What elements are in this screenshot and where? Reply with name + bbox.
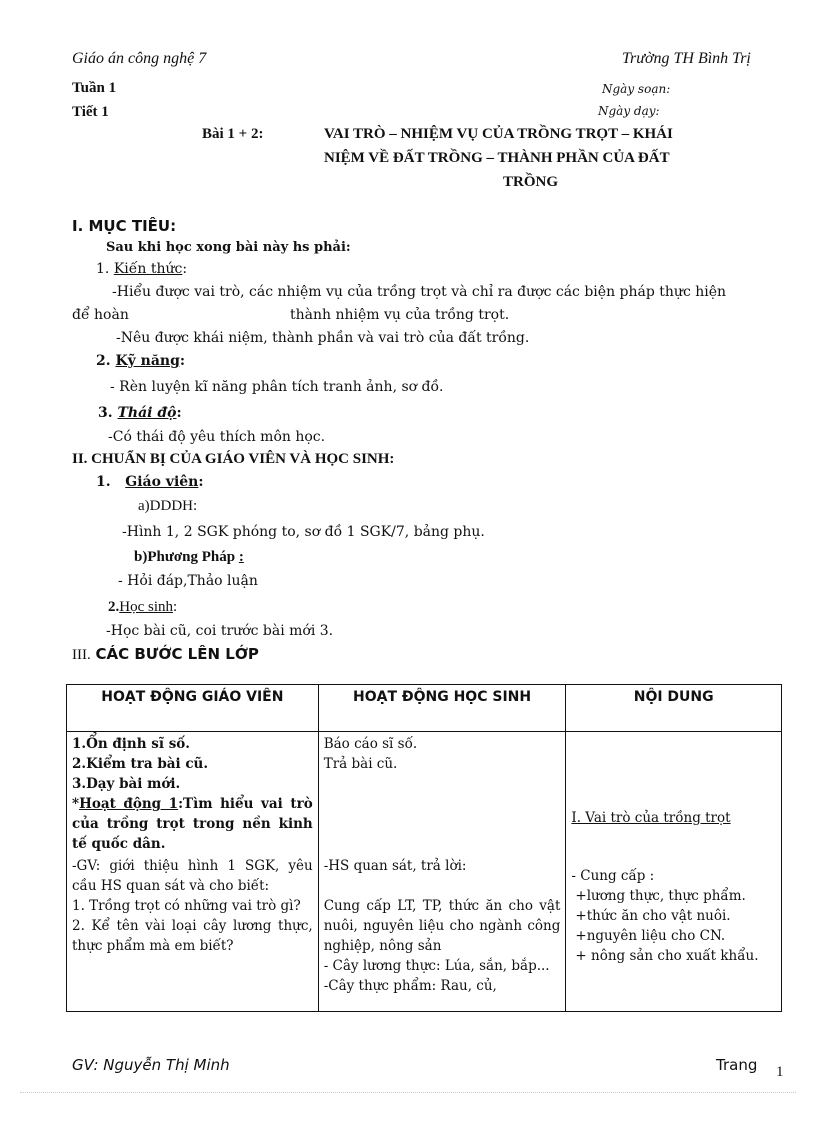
skill-heading: 2. Kỹ năng:	[96, 353, 186, 369]
section3-text: CÁC BƯỚC LÊN LỚP	[95, 645, 259, 663]
section2-heading: II. CHUẨN BỊ CỦA GIÁO VIÊN VÀ HỌC SINH:	[72, 451, 395, 467]
teacher-num: 1.	[96, 474, 111, 490]
step-1: 1.Ổn định sĩ số.	[72, 736, 190, 752]
section3-heading	[72, 645, 259, 664]
content-item: +nguyên liệu cho CN.	[575, 928, 726, 944]
attitude-item: -Có thái độ yêu thích môn học.	[108, 429, 326, 445]
lesson-title-line2: NIỆM VỀ ĐẤT TRỒNG – THÀNH PHẦN CỦA ĐẤT	[324, 150, 670, 166]
dddh-label: a)DDDH:	[138, 498, 198, 514]
activity-1-label: Hoạt động 1	[79, 796, 179, 812]
attitude-label: Thái độ	[117, 405, 177, 421]
content-item: + nông sản cho xuất khẩu.	[575, 948, 759, 964]
teacher-heading: 1. Giáo viên:	[96, 474, 204, 490]
student-recite: Trả bài cũ.	[323, 756, 398, 772]
content-provide: - Cung cấp :	[571, 868, 655, 884]
question-2: 2. Kể tên vài loại cây lương thực, thực phẩm mà em biết?	[72, 918, 313, 954]
content-cell	[566, 732, 782, 1012]
activity-1-text: :Tìm hiểu vai trò của trồng trọt trong nền kinh tế quốc dân.	[72, 796, 313, 852]
knowledge-item2: -Nêu được khái niệm, thành phần và vai trò của đất trồng.	[116, 330, 530, 346]
method-colon: :	[238, 549, 244, 565]
attitude-num: 3.	[98, 405, 113, 421]
knowledge-label: Kiến thức	[113, 261, 183, 277]
lesson-title-line1: VAI TRÒ – NHIỆM VỤ CỦA TRỒNG TRỌT – KHÁI	[324, 126, 673, 142]
activity-star: *	[72, 796, 80, 812]
student-label: Học sinh	[119, 599, 173, 615]
student-observe: -HS quan sát, trả lời:	[323, 858, 467, 874]
section1-heading: I. MỤC TIÊU:	[72, 217, 177, 235]
content-heading: I. Vai trò của trồng trọt	[571, 810, 731, 826]
question-1: 1. Trồng trọt có những vai trò gì?	[72, 898, 301, 914]
header-content: NỘI DUNG	[566, 685, 782, 732]
method-item: - Hỏi đáp,Thảo luận	[118, 573, 258, 589]
method-label: b)Phương Pháp	[134, 549, 236, 565]
student-report: Báo cáo sĩ số.	[323, 736, 418, 752]
student-answer-1: Cung cấp LT, TP, thức ăn cho vật nuôi, nguyên liệu cho ngành công nghiệp, nông sản	[323, 898, 561, 954]
footer-page-label: Trang	[716, 1056, 758, 1074]
lesson-title-line3: TRỒNG	[503, 174, 559, 190]
page-bottom-divider	[20, 1092, 796, 1093]
step-2: 2.Kiểm tra bài cũ.	[72, 756, 209, 772]
student-answer-2: - Cây lương thực: Lúa, sắn, bắp...	[323, 958, 550, 974]
knowledge-item1b-left: để hoàn	[72, 307, 129, 323]
section1-intro: Sau khi học xong bài này hs phải:	[106, 240, 351, 255]
skill-num: 2.	[96, 353, 111, 369]
header-subject: Giáo án công nghệ 7	[72, 50, 207, 67]
step-3: 3.Dạy bài mới.	[72, 776, 181, 792]
footer-page-number: 1	[776, 1064, 784, 1080]
table-header-row	[67, 685, 782, 732]
section3-roman: III.	[72, 647, 91, 663]
footer-teacher: GV: Nguyễn Thị Minh	[72, 1056, 230, 1074]
period-label: Tiết 1	[72, 104, 109, 120]
prep-date: Ngày soạn:	[602, 82, 671, 96]
lesson-table	[66, 684, 782, 1012]
activity-1	[72, 794, 313, 854]
gv-instruction: -GV: giới thiệu hình 1 SGK, yêu cầu HS quan sát và cho biết:	[72, 858, 313, 894]
knowledge-num: 1.	[96, 261, 110, 277]
skill-label: Kỹ năng	[115, 353, 180, 369]
teacher-label: Giáo viên	[125, 474, 199, 490]
content-item: +lương thực, thực phẩm.	[575, 888, 746, 904]
attitude-heading: 3. Thái độ:	[98, 405, 182, 421]
skill-item: - Rèn luyện kĩ năng phân tích tranh ảnh, sơ đồ.	[110, 379, 444, 395]
knowledge-item1b-right: thành nhiệm vụ của trồng trọt.	[290, 307, 510, 323]
week-label: Tuần 1	[72, 80, 117, 96]
dddh-item: -Hình 1, 2 SGK phóng to, sơ đồ 1 SGK/7, bảng phụ.	[122, 524, 485, 540]
method-heading	[134, 549, 244, 566]
student-heading: 2.Học sinh:	[108, 599, 178, 615]
table-row	[67, 732, 782, 1012]
knowledge-item1a: -Hiểu được vai trò, các nhiệm vụ của trồng trọt và chỉ ra được các biện pháp thực hiện	[112, 284, 727, 300]
student-item: -Học bài cũ, coi trước bài mới 3.	[106, 623, 334, 639]
lesson-label: Bài 1 + 2:	[202, 126, 264, 142]
content-item: +thức ăn cho vật nuôi.	[575, 908, 731, 924]
header-school: Trường TH Bình Trị	[622, 50, 751, 67]
student-num: 2.	[108, 599, 120, 615]
student-answer-3: -Cây thực phẩm: Rau, củ,	[323, 978, 497, 994]
student-activity-cell	[318, 732, 566, 1012]
header-student-activity: HOẠT ĐỘNG HỌC SINH	[318, 685, 566, 732]
teach-date: Ngày dạy:	[598, 104, 660, 118]
knowledge-heading: 1. Kiến thức:	[96, 261, 188, 277]
header-teacher-activity: HOẠT ĐỘNG GIÁO VIÊN	[67, 685, 319, 732]
teacher-activity-cell	[67, 732, 319, 1012]
